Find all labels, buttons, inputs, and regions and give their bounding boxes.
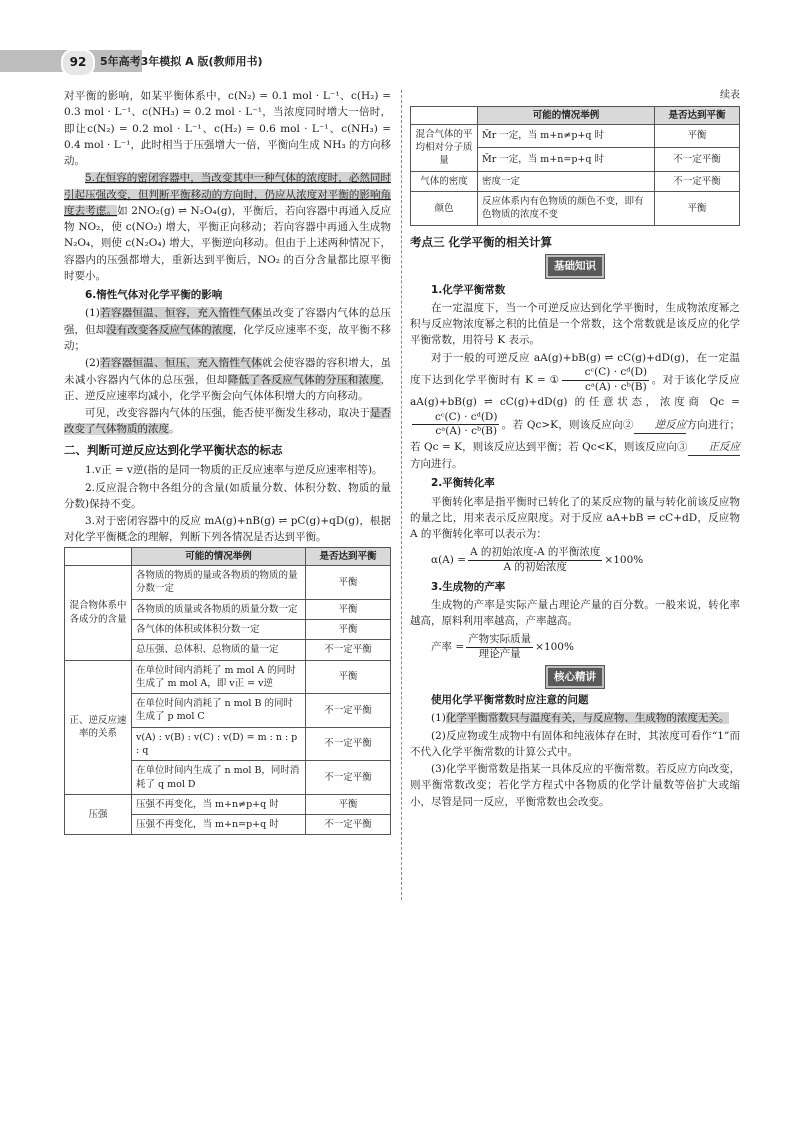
case-cell: 各物质的质量或各物质的质量分数一定 <box>132 599 306 619</box>
text: 方向进行；若 Qc = K，则该反应达到平衡；若 Qc<K，则该反应向③ <box>410 418 741 453</box>
result-cell: 不一定平衡 <box>306 815 391 835</box>
table-header-row <box>411 106 740 124</box>
case-cell: M̄r 一定，当 m+n=p+q 时 <box>478 148 655 171</box>
denominator: A 的初始浓度 <box>503 561 567 574</box>
book-title: 5年高考3年模拟 A 版(教师用书) <box>100 55 263 68</box>
text: (2) <box>85 357 100 370</box>
numerator: cᶜ(C) · cᵈ(D) <box>412 411 499 426</box>
text: 。 <box>169 423 180 436</box>
text: ，正、逆反应速率均减小，化学平衡会向气体体积增大的方向移动。 <box>64 373 392 402</box>
column-header: 可能的情况举例 <box>478 106 655 124</box>
text: 就会使容器的容积增大，虽未减小容器内气体的总压强，但却 <box>64 357 392 386</box>
category-cell: 压强 <box>65 794 132 835</box>
paragraph <box>64 355 391 404</box>
case-cell: 压强不再变化，当 m+n≠p+q 时 <box>132 794 306 814</box>
page-header <box>0 50 800 72</box>
right-column <box>410 88 740 811</box>
result-cell: 平衡 <box>306 566 391 600</box>
basic-knowledge-badge: 基础知识 <box>546 255 604 277</box>
paragraph: 生成物的产率是实际产量占理论产量的百分数。一般来说，转化率越高，原料利用率越高，产率越高。 <box>410 598 740 628</box>
equilibrium-table <box>64 547 391 836</box>
core-explanation-badge: 核心精讲 <box>546 666 604 688</box>
yield-formula <box>431 633 740 661</box>
case-cell: 各物质的物质的量或各物质的物质的量分数一定 <box>132 566 306 600</box>
table-header-row <box>65 547 391 565</box>
text: 。若 Qc>K，则该反应向② <box>501 418 634 431</box>
text: 对于一般的可逆反应 aA(g)+bB(g) ⇌ cC(g)+dD(g)，在一定温度下达到化学平衡时有 K = ① <box>410 351 740 387</box>
subheading: 2.平衡转化率 <box>431 477 495 490</box>
result-cell: 不一定平衡 <box>306 727 391 761</box>
numerator: cᶜ(C) · cᵈ(D) <box>562 366 649 381</box>
case-cell: 在单位时间内消耗了 n mol B 的同时生成了 p mol C <box>132 694 306 728</box>
paragraph: (3)化学平衡常数是指某一具体反应的平衡常数。若反应方向改变，则平衡常数改变；若化学方程式中各物质的化学计量数等倍扩大或缩小，尽管是同一反应，平衡常数也会改变。 <box>410 763 740 808</box>
formula-label: α(A) = <box>431 554 467 567</box>
answer-blank: 正反应 <box>688 439 741 456</box>
paragraph <box>410 350 740 473</box>
category-cell: 颜色 <box>411 191 478 225</box>
result-cell: 不一定平衡 <box>306 694 391 728</box>
paragraph: 对平衡的影响，如某平衡体系中，c(N₂) = 0.1 mol · L⁻¹、c(H₂) = 0.3 mol · L⁻¹、c(NH₃) = 0.2 mol · L⁻¹，当浓度同时增大一倍时，即让c(N₂) = 0.2 mol · L⁻¹、c(H₂) = 0.6 mol · L⁻¹、c(NH₃) = 0.4 mol · L⁻¹，此时相当于压强增大一倍，平衡向生成 NH₃ 的方向移动。 <box>64 90 391 168</box>
table-row <box>411 171 740 191</box>
result-cell: 平衡 <box>655 191 740 225</box>
column-header: 是否达到平衡 <box>655 106 740 124</box>
paragraph <box>410 710 740 726</box>
highlighted-text: 化学平衡常数只与温度有关，与反应物、生成物的浓度无关。 <box>445 712 730 725</box>
result-cell: 不一定平衡 <box>655 171 740 191</box>
section-heading: 二、判断可逆反应达到化学平衡状态的标志 <box>64 442 283 457</box>
paragraph <box>64 305 391 354</box>
header-blank <box>411 106 478 124</box>
case-cell: 在单位时间内消耗了 m mol A 的同时生成了 m mol A，即 v正 = v逆 <box>132 660 306 694</box>
text: 可见，改变容器内气体的压强，能否使平衡发生移动，取决于 <box>85 407 370 420</box>
highlighted-text: 没有改变各反应气体的浓度 <box>106 323 233 336</box>
result-cell: 平衡 <box>306 794 391 814</box>
category-cell: 气体的密度 <box>411 171 478 191</box>
case-cell: 在单位时间内生成了 n mol B，同时消耗了 q mol D <box>132 761 306 795</box>
denominator: cᵃ(A) · cᵇ(B) <box>585 380 647 393</box>
numerator: A 的初始浓度-A 的平衡浓度 <box>468 546 602 561</box>
text: (1) <box>85 307 100 320</box>
subheading: 3.生成物的产率 <box>431 580 506 593</box>
case-cell: 各气体的体积或体积分数一定 <box>132 619 306 639</box>
column-divider <box>401 90 402 900</box>
category-cell: 正、逆反应速率的关系 <box>65 660 132 794</box>
highlighted-text: 若容器恒温、恒容，充入惰性气体 <box>99 307 262 320</box>
result-cell: 平衡 <box>655 124 740 147</box>
numerator: 产物实际质量 <box>466 633 533 648</box>
equilibrium-table-continued <box>410 106 740 226</box>
result-cell: 不一定平衡 <box>655 148 740 171</box>
column-header: 是否达到平衡 <box>306 547 391 565</box>
equilibrium-constant-formula <box>562 366 649 394</box>
category-cell: 混合物体系中各成分的含量 <box>65 566 132 660</box>
page-number: 92 <box>61 49 95 77</box>
table-row <box>65 566 391 600</box>
highlighted-text: 若容器恒温、恒压，充入惰性气体 <box>99 357 262 370</box>
table-row <box>411 191 740 225</box>
reaction-quotient-formula <box>412 411 499 439</box>
paragraph: 平衡转化率是指平衡时已转化了的某反应物的量与转化前该反应物的量之比，用来表示反应限度。对于反应 aA+bB ⇌ cC+dD，反应物 A 的平衡转化率可以表示为： <box>410 495 740 541</box>
subheading: 6.惰性气体对化学平衡的影响 <box>85 289 223 302</box>
section-heading: 考点三 化学平衡的相关计算 <box>410 234 553 249</box>
highlighted-text: 是否改变了气体物质的浓度 <box>64 407 392 436</box>
case-cell: M̄r 一定，当 m+n≠p+q 时 <box>478 124 655 147</box>
case-cell: v(A) : v(B) : v(C) : v(D) = m : n : p : q <box>132 727 306 761</box>
formula-label: 产率 = <box>431 641 465 654</box>
table-row <box>411 124 740 147</box>
text: 虽改变了容器内气体的总压强，但却 <box>64 307 392 336</box>
text: 。对于该化学反应 aA(g)+bB(g) ⇌ cC(g)+dD(g) 的任意状态，浓度商 Qc = <box>410 374 740 409</box>
case-cell: 密度一定 <box>478 171 655 191</box>
text: 如 2NO₂(g) ⇌ N₂O₄(g)，平衡后，若向容器中再通入反应物 NO₂，使 c(NO₂) 增大，平衡正向移动；若向容器中再通入生成物 N₂O₄，则使 c(N₂O₄) 增大，平衡逆向移动。但由于上述两种情况下，容器内的压强都增大，重新达到平衡后，NO₂ 的百分含量都比原平衡时要小。 <box>64 204 392 282</box>
formula-tail: ×100% <box>535 641 574 654</box>
paragraph: 3.对于密闭容器中的反应 mA(g)+nB(g) ⇌ pC(g)+qD(g)，根据对化学平衡概念的理解，判断下列各情况是否达到平衡。 <box>64 515 391 544</box>
conversion-rate-formula <box>431 546 740 574</box>
column-header: 可能的情况举例 <box>132 547 306 565</box>
table-row <box>65 660 391 694</box>
paragraph: 2.反应混合物中各组分的含量(如质量分数、体积分数、物质的量分数)保持不变。 <box>64 481 391 510</box>
continued-label: 续表 <box>720 90 740 101</box>
denominator: cᵃ(A) · cᵇ(B) <box>435 425 498 438</box>
text: (1) <box>431 712 446 725</box>
formula-tail: ×100% <box>604 554 644 567</box>
case-cell: 压强不再变化，当 m+n=p+q 时 <box>132 815 306 835</box>
highlighted-text: 5.在恒容的密闭容器中，当改变其中一种气体的浓度时，必然同时引起压强改变，但判断平衡移动的方向时，仍应从浓度对平衡的影响角度去考虑。 <box>64 172 391 217</box>
header-blank <box>65 547 132 565</box>
case-cell: 总压强、总体积、总物质的量一定 <box>132 640 306 660</box>
paragraph: (2)反应物或生成物中有固体和纯液体存在时，其浓度可看作“1”而不代入化学平衡常数的计算公式中。 <box>410 729 740 758</box>
case-cell: 反应体系内有色物质的颜色不变，即有色物质的浓度不变 <box>478 191 655 225</box>
table-row <box>65 794 391 814</box>
result-cell: 平衡 <box>306 660 391 694</box>
subheading: 1.化学平衡常数 <box>431 283 506 296</box>
paragraph <box>64 170 391 284</box>
paragraph: 在一定温度下，当一个可逆反应达到化学平衡时，生成物浓度幂之积与反应物浓度幂之积的比值是一个常数，这个常数就是该反应的化学平衡常数，用符号 K 表示。 <box>410 301 740 347</box>
category-cell: 混合气体的平均相对分子质量 <box>411 124 478 171</box>
answer-blank: 逆反应 <box>634 417 687 434</box>
highlighted-text: 降低了各反应气体的分压和浓度 <box>227 373 381 386</box>
text: ，化学反应速率不变，故平衡不移动； <box>64 323 392 352</box>
denominator: 理论产量 <box>478 648 521 661</box>
paragraph <box>64 405 391 438</box>
text: 方向进行。 <box>410 458 463 471</box>
result-cell: 不一定平衡 <box>306 640 391 660</box>
left-column <box>64 88 391 835</box>
subheading: 使用化学平衡常数时应注意的问题 <box>431 694 589 707</box>
result-cell: 平衡 <box>306 599 391 619</box>
result-cell: 不一定平衡 <box>306 761 391 795</box>
paragraph: 1.v正 = v逆(指的是同一物质的正反应速率与逆反应速率相等)。 <box>85 464 383 477</box>
result-cell: 平衡 <box>306 619 391 639</box>
